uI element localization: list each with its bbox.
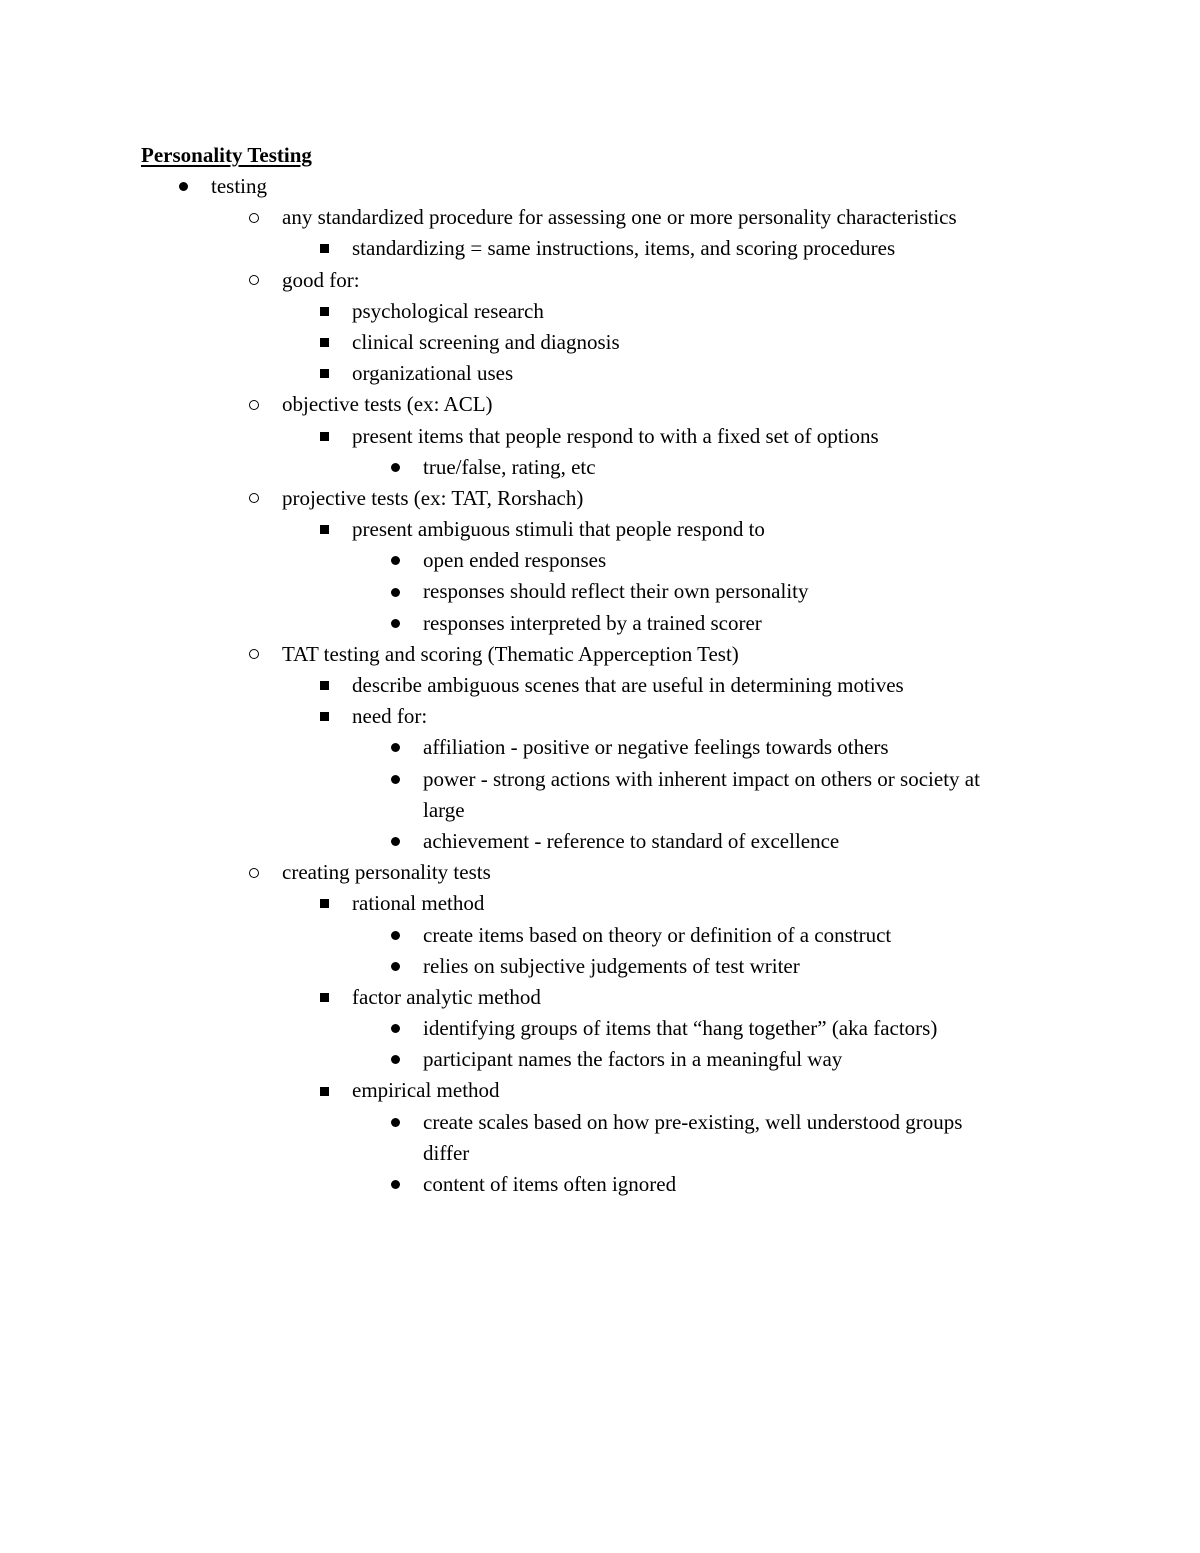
square-bullet-icon — [316, 982, 332, 1013]
list-item-text: standardizing = same instructions, items, and scoring procedures — [352, 236, 896, 261]
filled-circle-bullet-icon — [387, 1013, 403, 1044]
square-bullet-icon — [316, 233, 332, 264]
filled-circle-bullet-icon — [387, 545, 403, 576]
square-bullet-icon — [316, 327, 332, 358]
list-item-text: affiliation - positive or negative feelings towards others — [423, 735, 889, 760]
filled-circle-bullet-icon — [387, 951, 403, 982]
filled-circle-bullet-icon — [387, 608, 403, 639]
hollow-circle-bullet-icon — [246, 639, 262, 670]
list-item — [141, 732, 1061, 763]
list-item-text: organizational uses — [352, 361, 514, 386]
list-item — [141, 888, 1061, 919]
list-item-text: empirical method — [352, 1078, 500, 1103]
list-item — [141, 1107, 1061, 1138]
filled-circle-bullet-icon — [387, 1169, 403, 1200]
list-item — [141, 1044, 1061, 1075]
filled-circle-bullet-icon — [175, 171, 191, 202]
list-item — [141, 1169, 1061, 1200]
hollow-circle-bullet-icon — [246, 389, 262, 420]
list-item-text: achievement - reference to standard of excellence — [423, 828, 840, 853]
list-item — [141, 265, 1061, 296]
list-item — [141, 202, 1061, 233]
square-bullet-icon — [316, 670, 332, 701]
document-body — [141, 140, 1061, 1200]
list-item — [141, 701, 1061, 732]
list-item — [141, 1013, 1061, 1044]
list-item-text: creating personality tests — [282, 860, 491, 885]
list-item-text: need for: — [352, 704, 428, 729]
list-item-text: relies on subjective judgements of test writer — [423, 953, 800, 978]
list-item-text: objective tests (ex: ACL) — [282, 392, 493, 417]
list-item — [141, 296, 1061, 327]
square-bullet-icon — [316, 296, 332, 327]
list-item-text: responses interpreted by a trained scorer — [423, 610, 762, 635]
square-bullet-icon — [316, 514, 332, 545]
hollow-circle-bullet-icon — [246, 265, 262, 296]
filled-circle-bullet-icon — [387, 576, 403, 607]
list-item — [141, 421, 1061, 452]
filled-circle-bullet-icon — [387, 826, 403, 857]
list-item — [141, 358, 1061, 389]
list-item — [141, 514, 1061, 545]
square-bullet-icon — [316, 1075, 332, 1106]
list-item-text: identifying groups of items that “hang together” (aka factors) — [423, 1016, 938, 1041]
list-item — [141, 1075, 1061, 1106]
filled-circle-bullet-icon — [387, 732, 403, 763]
filled-circle-bullet-icon — [387, 1044, 403, 1075]
list-item-continuation-text: large — [423, 797, 465, 822]
filled-circle-bullet-icon — [387, 764, 403, 795]
list-item — [141, 920, 1061, 951]
document-title: Personality Testing — [141, 143, 312, 167]
list-item — [141, 576, 1061, 607]
list-item-text: rational method — [352, 891, 485, 916]
list-item-continuation — [141, 1138, 1061, 1169]
square-bullet-icon — [316, 888, 332, 919]
list-item — [141, 670, 1061, 701]
list-item-text: responses should reflect their own personality — [423, 579, 809, 604]
list-item-text: present ambiguous stimuli that people respond to — [352, 517, 765, 542]
list-item-text: create scales based on how pre-existing, well understood groups — [423, 1109, 963, 1134]
filled-circle-bullet-icon — [387, 920, 403, 951]
list-item — [141, 982, 1061, 1013]
list-item-text: projective tests (ex: TAT, Rorshach) — [282, 485, 584, 510]
list-item — [141, 233, 1061, 264]
list-item-text: describe ambiguous scenes that are useful in determining motives — [352, 673, 904, 697]
list-item — [141, 951, 1061, 982]
list-item-text: psychological research — [352, 298, 544, 323]
list-item — [141, 327, 1061, 358]
list-item — [141, 857, 1061, 888]
list-item — [141, 171, 1061, 202]
list-item — [141, 764, 1061, 795]
list-item — [141, 389, 1061, 420]
bullet-outline — [141, 171, 1061, 1200]
list-item-text: power - strong actions with inherent impact on others or society at — [423, 766, 980, 791]
list-item-continuation — [141, 795, 1061, 826]
square-bullet-icon — [316, 701, 332, 732]
list-item — [141, 452, 1061, 483]
list-item-text: participant names the factors in a meaningful way — [423, 1047, 843, 1072]
list-item-text: present items that people respond to with a fixed set of options — [352, 423, 879, 448]
list-item-text: any standardized procedure for assessing one or more personality characteristics — [282, 205, 957, 230]
list-item — [141, 826, 1061, 857]
hollow-circle-bullet-icon — [246, 857, 262, 888]
filled-circle-bullet-icon — [387, 1107, 403, 1138]
list-item-text: create items based on theory or definition of a construct — [423, 922, 892, 947]
list-item — [141, 545, 1061, 576]
square-bullet-icon — [316, 358, 332, 389]
hollow-circle-bullet-icon — [246, 202, 262, 233]
square-bullet-icon — [316, 421, 332, 452]
hollow-circle-bullet-icon — [246, 483, 262, 514]
list-item-text: true/false, rating, etc — [423, 454, 596, 479]
list-item-text: open ended responses — [423, 548, 607, 573]
list-item-text: content of items often ignored — [423, 1172, 677, 1196]
list-item-text: testing — [211, 174, 267, 198]
list-item-text: TAT testing and scoring (Thematic Apperception Test) — [282, 641, 739, 666]
list-item-text: clinical screening and diagnosis — [352, 329, 620, 354]
list-item — [141, 639, 1061, 670]
list-item — [141, 483, 1061, 514]
list-item-continuation-text: differ — [423, 1140, 470, 1165]
filled-circle-bullet-icon — [387, 452, 403, 483]
list-item — [141, 608, 1061, 639]
list-item-text: factor analytic method — [352, 984, 541, 1009]
list-item-text: good for: — [282, 267, 360, 292]
